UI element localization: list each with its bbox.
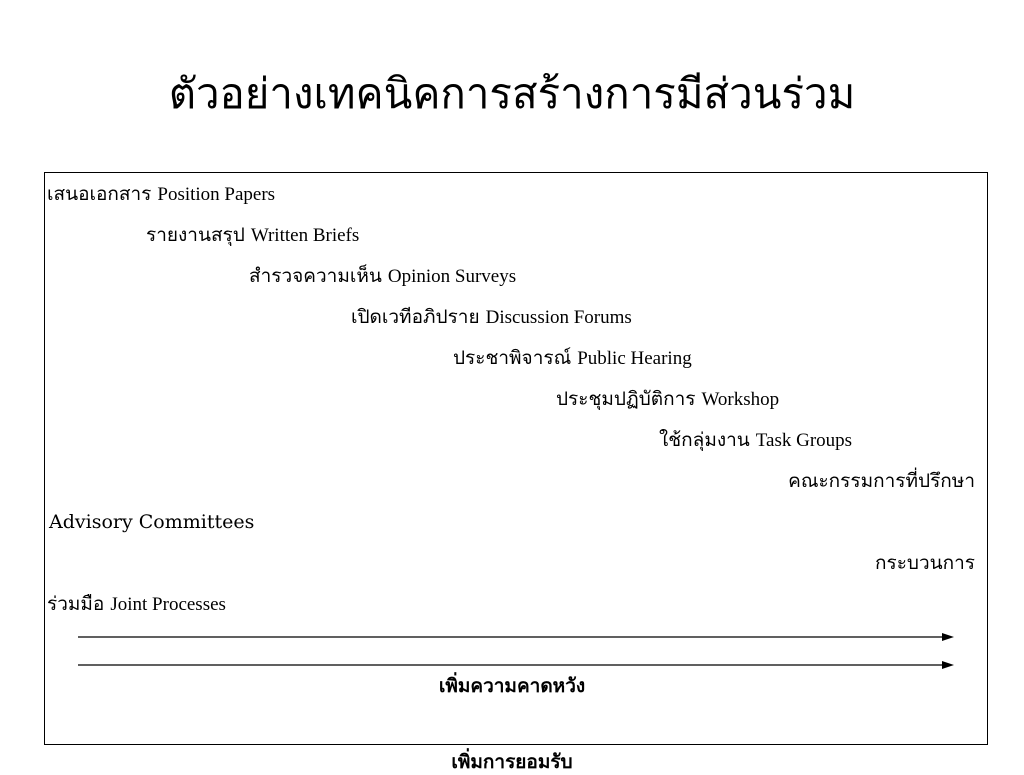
item-advisory-thai: คณะกรรมการที่ปรึกษา (788, 470, 975, 492)
item-english-label: Task Groups (755, 430, 853, 451)
page-title: ตัวอย่างเทคนิคการสร้างการมีส่วนร่วม (168, 69, 856, 118)
item-task-groups (659, 427, 852, 454)
item-english-label: Workshop (701, 389, 780, 410)
item-thai-label: สำรวจความเห็น (249, 265, 382, 287)
item-english-label: Joint Processes (110, 594, 226, 615)
item-public-hearing (453, 345, 692, 372)
item-discussion-forums (351, 304, 632, 331)
item-english-label: Position Papers (157, 184, 276, 205)
item-thai-label: รายงานสรุป (146, 224, 245, 246)
item-opinion-surveys (249, 263, 516, 290)
item-advisory-english: Advisory Committees (49, 511, 255, 533)
expectation-caption: เพิ่มความคาดหวัง (438, 675, 586, 697)
item-english-label: Discussion Forums (485, 307, 632, 328)
item-thai-label: ประชุมปฏิบัติการ (556, 388, 696, 410)
item-thai-label: ร่วมมือ (47, 593, 105, 615)
item-thai-label: ประชาพิจารณ์ (453, 347, 572, 369)
item-joint-processes (47, 591, 226, 618)
acceptance-caption: เพิ่มการยอมรับ (451, 751, 573, 773)
acceptance-arrow (78, 660, 954, 670)
item-workshop (556, 386, 779, 413)
item-thai-label: เปิดเวทีอภิปราย (351, 306, 480, 328)
item-thai-label: เสนอเอกสาร (47, 183, 152, 205)
item-joint-thai-part1: กระบวนการ (874, 552, 975, 574)
item-written-briefs (146, 222, 359, 249)
item-english-label: Opinion Surveys (387, 266, 517, 287)
item-english-label: Public Hearing (577, 348, 692, 369)
item-english-label: Written Briefs (250, 225, 360, 246)
item-position-papers (47, 181, 275, 208)
item-thai-label: ใช้กลุ่มงาน (659, 429, 750, 451)
expectation-arrow (78, 632, 954, 642)
